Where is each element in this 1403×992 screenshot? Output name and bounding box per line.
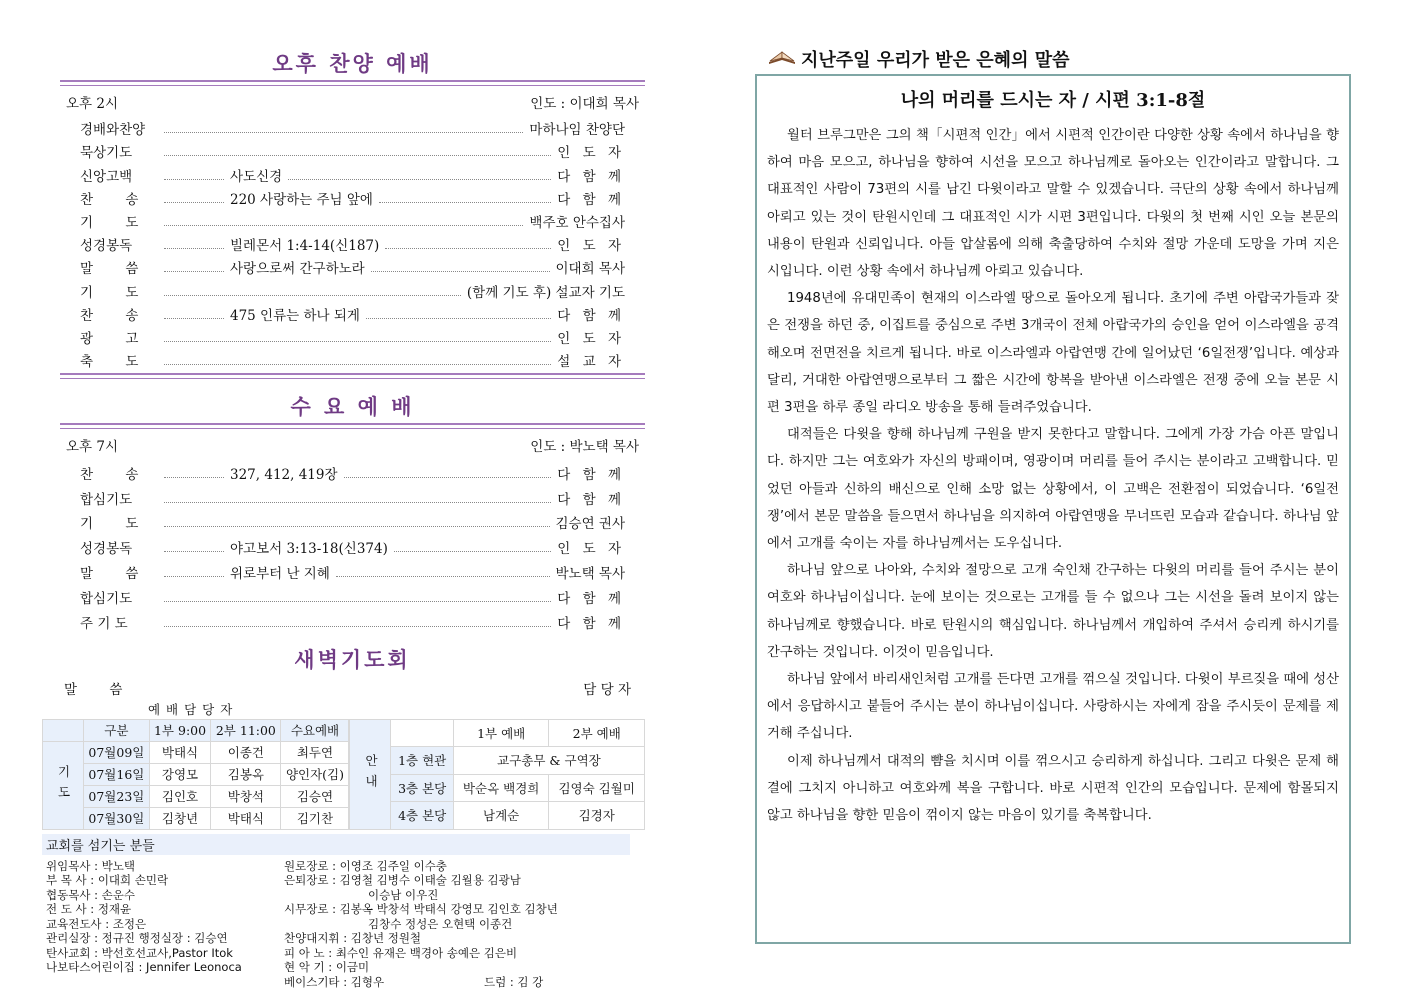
dawn-title: 새벽기도회 bbox=[294, 646, 411, 672]
guide-side-label: 안내 bbox=[350, 719, 391, 829]
order-content: 327, 412, 419장 bbox=[230, 466, 338, 483]
table-cell: 최두연 bbox=[281, 741, 349, 763]
table-cell: 박태식 bbox=[211, 807, 281, 829]
order-person: 다 함 께 bbox=[557, 491, 625, 508]
guide-header-cell: 2부 예배 bbox=[549, 719, 645, 747]
servant-line: 시무장로 : 김봉옥 박창석 박태식 강영모 김인호 김창년 bbox=[284, 902, 558, 917]
dot-leader bbox=[379, 202, 551, 203]
order-row bbox=[60, 557, 645, 582]
prayer-schedule-table bbox=[42, 719, 349, 830]
servant-line: 위임목사 : 박노택 bbox=[46, 858, 135, 873]
dot-leader bbox=[394, 551, 551, 552]
order-label: 기 도 bbox=[80, 284, 153, 301]
dot-leader bbox=[336, 576, 550, 577]
order-row bbox=[60, 483, 645, 508]
dot-leader bbox=[164, 155, 551, 156]
order-person: 김승연 권사 bbox=[555, 516, 625, 533]
servants-right bbox=[284, 859, 644, 990]
servant-line: 협동목사 : 손운수 bbox=[46, 887, 135, 902]
order-row bbox=[60, 231, 645, 254]
order-row bbox=[60, 161, 645, 184]
servant-line: 이승남 이우진 bbox=[368, 887, 439, 902]
dot-leader bbox=[164, 202, 224, 203]
table-header-row bbox=[43, 719, 349, 741]
guide-cell: 김경자 bbox=[549, 802, 645, 830]
order-label: 주 기 도 bbox=[80, 615, 128, 632]
servant-line: 교육전도사 : 조정은 bbox=[46, 916, 147, 931]
dot-leader bbox=[385, 248, 551, 249]
wednesday-leader: 인도 : 박노택 목사 bbox=[530, 439, 639, 456]
order-label: 성경봉독 bbox=[80, 541, 133, 558]
servant-line: 현 악 기 : 이금미 bbox=[284, 960, 370, 975]
table-row bbox=[43, 741, 349, 763]
order-person: 다 함 께 bbox=[557, 615, 625, 632]
sermon-paragraph: 월터 브루그만은 그의 책「시편적 인간」에서 시편적 인간이란 다양한 상황 속에서 하나님을 향하여 마음 모으고, 하나님을 향하여 시선을 모으고 하나님께로 돌아오는 인간이라고 말합니다. 그 대표적인 사람이 73편의 시를 남긴 다윗이라고 말할 수 있겠습니다. 극단의 상황 속에서 하나님께 아뢰고 있는 것이 탄원시인데 그 대표적인 시가 시편 3편입니다. 다윗의 첫 번째 시인 오늘 본문의 내용이 탄원과 신뢰입니다. 아들 압살롬에 의해 축출당하여 수치와 절망 가운데 도망을 가며 지은 시입니다. 이런 상황 속에서 하나님께 아뢰고 있습니다. bbox=[767, 128, 1339, 280]
guide-header-cell: 1부 예배 bbox=[453, 719, 549, 747]
order-content: 475 인류는 하나 되게 bbox=[230, 307, 360, 324]
wednesday-section bbox=[60, 391, 645, 632]
table-row bbox=[43, 763, 349, 785]
table-cell: 07월09일 bbox=[84, 741, 150, 763]
dot-leader bbox=[164, 601, 551, 602]
servant-line: 부 목 사 : 이대희 손민락 bbox=[46, 873, 169, 888]
order-label: 축 도 bbox=[80, 354, 153, 371]
dot-leader bbox=[164, 477, 224, 478]
order-person: 다 함 께 bbox=[557, 191, 625, 208]
book-icon bbox=[767, 48, 797, 71]
order-person: 인 도 자 bbox=[557, 541, 625, 558]
table-cell: 양인자(김) bbox=[281, 763, 349, 785]
sermon-heading-text: 지난주일 우리가 받은 은혜의 말씀 bbox=[801, 50, 1070, 71]
order-person: 다 함 께 bbox=[557, 590, 625, 607]
order-label: 경배와찬양 bbox=[80, 122, 146, 139]
order-person: 인 도 자 bbox=[557, 238, 625, 255]
order-row bbox=[60, 185, 645, 208]
order-label: 성경봉독 bbox=[80, 238, 133, 255]
servants-list bbox=[46, 859, 645, 990]
order-content: 야고보서 3:13-18(신374) bbox=[230, 541, 388, 558]
afternoon-header bbox=[66, 92, 639, 112]
order-label: 합심기도 bbox=[80, 491, 133, 508]
wednesday-header bbox=[66, 435, 639, 455]
wednesday-rule bbox=[60, 423, 645, 429]
order-person: 이대희 목사 bbox=[555, 261, 625, 278]
order-row bbox=[60, 115, 645, 138]
dawn-header bbox=[64, 678, 631, 698]
sermon-paragraph: 대적들은 다윗을 향해 하나님께 구원을 받지 못한다고 말합니다. 그에게 가장 가슴 아픈 말입니다. 하지만 그는 여호와가 자신의 방패이며, 영광이며 머리를 들어 주시는 분이라고 고백합니다. 믿었던 아들과 신하의 배신으로 인해 소망 없는 상황에서, 이 고백은 전환점이 되었습니다. ‘6일전쟁’에서 본문 말씀을 들으면서 하나님을 의지하여 아랍연맹을 무너뜨린 모습과 같습니다. 하나님 앞에서 고개를 숙이는 자를 하나님께서는 도우십니다. bbox=[767, 427, 1339, 552]
servant-line: 피 아 노 : 최수인 유재은 백경아 송예은 김은비 bbox=[284, 945, 518, 960]
wednesday-order bbox=[60, 458, 645, 632]
schedule-caption: 예 배 담 당 자 bbox=[148, 701, 234, 717]
servants-left bbox=[46, 859, 284, 990]
table-cell: 박창석 bbox=[211, 785, 281, 807]
dot-leader bbox=[164, 341, 551, 342]
dawn-left-label: 말 씀 bbox=[64, 681, 137, 698]
servant-line: 전 도 사 : 정재윤 bbox=[46, 902, 132, 917]
table-header-cell: 구분 bbox=[84, 719, 150, 741]
wednesday-title: 수 요 예 배 bbox=[290, 394, 415, 420]
order-person: 다 함 께 bbox=[557, 307, 625, 324]
order-row bbox=[60, 301, 645, 324]
table-cell: 김인호 bbox=[149, 785, 211, 807]
order-label: 찬 송 bbox=[80, 466, 153, 483]
dot-leader bbox=[164, 248, 224, 249]
order-person: (함께 기도 후) 설교자 기도 bbox=[466, 284, 625, 301]
servant-line: 김창수 정성은 오현택 이종건 bbox=[368, 916, 513, 931]
sermon-box bbox=[755, 74, 1351, 944]
afternoon-rule bbox=[60, 80, 645, 86]
order-row bbox=[60, 208, 645, 231]
servant-line: 은퇴장로 : 김영철 김병수 이태술 김월용 김광남 bbox=[284, 873, 521, 888]
usher-schedule-table bbox=[349, 719, 645, 830]
order-person: 설 교 자 bbox=[557, 354, 625, 371]
table-row bbox=[43, 785, 349, 807]
order-content: 빌레몬서 1:4-14(신187) bbox=[230, 238, 380, 255]
afternoon-bottom-rule bbox=[60, 373, 645, 379]
order-row bbox=[60, 138, 645, 161]
servant-line: 나보타스어린이집 : Jennifer Leonoca bbox=[46, 960, 242, 975]
servant-line: 베이스기타 : 김형우 bbox=[284, 974, 385, 989]
servants-title: 교회를 섬기는 분들 bbox=[42, 834, 630, 855]
order-row bbox=[60, 324, 645, 347]
table-row bbox=[43, 807, 349, 829]
order-person: 백주호 안수집사 bbox=[529, 214, 625, 231]
dot-leader bbox=[366, 318, 551, 319]
order-label: 찬 송 bbox=[80, 307, 153, 324]
table-cell: 07월23일 bbox=[84, 785, 150, 807]
left-column bbox=[46, 0, 645, 992]
table-cell: 박태식 bbox=[149, 741, 211, 763]
afternoon-title: 오후 찬양 예배 bbox=[272, 51, 433, 76]
guide-place: 4층 본당 bbox=[391, 802, 453, 830]
sermon-paragraph: 1948년에 유대민족이 현재의 이스라엘 땅으로 돌아오게 됩니다. 초기에 주변 아랍국가들과 잦은 전쟁을 하던 중, 이집트를 중심으로 주변 3개국이 전체 아랍국가의 승인을 얻어 이스라엘을 공격해오며 전면전을 치르게 됩니다. 바로 이스라엘과 아랍연맹 간에 일어났던 ‘6일전쟁’입니다. 예상과 달리, 거대한 아랍연맹으로부터 그 짧은 시간에 항복을 받아낸 이스라엘은 전쟁 중에 오늘 본문 시편 3편을 하루 종일 라디오 방송을 통해 들려주었습니다. bbox=[767, 291, 1339, 416]
afternoon-order bbox=[60, 115, 645, 370]
dot-leader bbox=[164, 318, 224, 319]
table-header-cell: 수요예배 bbox=[281, 719, 349, 741]
order-person: 마하나임 찬양단 bbox=[529, 122, 625, 139]
order-row bbox=[60, 532, 645, 557]
dot-leader bbox=[164, 295, 461, 296]
order-person: 다 함 께 bbox=[557, 168, 625, 185]
dot-leader bbox=[164, 576, 224, 577]
table-header-cell: 1부 9:00 bbox=[149, 719, 211, 741]
prayer-side-label: 기도 bbox=[43, 741, 84, 829]
dot-leader bbox=[164, 551, 224, 552]
dawn-right-label: 담 당 자 bbox=[583, 681, 631, 698]
order-label: 기 도 bbox=[80, 214, 153, 231]
dot-leader bbox=[164, 364, 551, 365]
table-cell: 07월16일 bbox=[84, 763, 150, 785]
sermon-panel bbox=[755, 0, 1355, 944]
order-label: 합심기도 bbox=[80, 590, 133, 607]
table-cell: 김기찬 bbox=[281, 807, 349, 829]
order-row bbox=[60, 607, 645, 632]
schedule-area bbox=[42, 719, 645, 830]
dot-leader bbox=[164, 626, 551, 627]
guide-header-row bbox=[350, 719, 645, 747]
guide-cell: 박순옥 백경희 bbox=[453, 774, 549, 802]
order-person: 박노택 목사 bbox=[555, 566, 625, 583]
order-row bbox=[60, 347, 645, 370]
guide-row bbox=[350, 802, 645, 830]
order-label: 찬 송 bbox=[80, 191, 153, 208]
guide-row bbox=[350, 747, 645, 775]
order-label: 묵상기도 bbox=[80, 145, 133, 162]
servant-line: 탄사교회 : 박선호선교사,Pastor Itok bbox=[46, 945, 233, 960]
order-person: 다 함 께 bbox=[557, 466, 625, 483]
dot-leader bbox=[371, 271, 550, 272]
guide-cell: 남계순 bbox=[453, 802, 549, 830]
servant-line: 드럼 : 김 강 bbox=[484, 974, 544, 989]
dot-leader bbox=[164, 526, 550, 527]
table-cell: 김승연 bbox=[281, 785, 349, 807]
order-content: 사도신경 bbox=[230, 168, 283, 185]
order-label: 말 씀 bbox=[80, 566, 153, 583]
order-label: 광 고 bbox=[80, 330, 153, 347]
order-content: 위로부터 난 지혜 bbox=[230, 566, 330, 583]
servant-line: 원로장로 : 이영조 김주일 이수충 bbox=[284, 858, 447, 873]
guide-place: 1층 현관 bbox=[391, 747, 453, 775]
order-row bbox=[60, 508, 645, 533]
sermon-paragraph: 하나님 앞으로 나아와, 수치와 절망으로 고개 숙인채 간구하는 다윗의 머리를 들어 주시는 분이 여호와 하나님이십니다. 눈에 보이는 것으로는 고개를 들 수 없으나 그는 시선을 돌려 보이지 않는 하나님께로 향했습니다. 바로 탄원시의 핵심입니다. 하나님께서 개입하여 주셔서 승리케 하시기를 간구하는 것입니다. 이것이 믿음입니다. bbox=[767, 563, 1339, 660]
guide-cell: 김영숙 김월미 bbox=[549, 774, 645, 802]
table-cell: 김봉옥 bbox=[211, 763, 281, 785]
table-header-cell: 2부 11:00 bbox=[211, 719, 281, 741]
afternoon-section bbox=[60, 48, 645, 379]
dot-leader bbox=[164, 179, 224, 180]
sermon-paragraph: 하나님 앞에서 바리새인처럼 고개를 든다면 고개를 꺾으실 것입니다. 다윗이 부르짖을 때에 성산에서 응답하시고 붙들어 주시는 분이 하나님이십니다. 사랑하시는 자에게 잠을 주시듯이 문제를 제거해 주십니다. bbox=[767, 672, 1339, 742]
wednesday-time: 오후 7시 bbox=[66, 439, 119, 456]
order-person: 인 도 자 bbox=[557, 330, 625, 347]
table-cell: 김창년 bbox=[149, 807, 211, 829]
sermon-heading bbox=[767, 46, 1355, 72]
servant-line: 찬양대지휘 : 김창년 정원철 bbox=[284, 931, 422, 946]
order-row bbox=[60, 254, 645, 277]
table-cell: 이종건 bbox=[211, 741, 281, 763]
table-corner bbox=[43, 719, 84, 741]
dot-leader bbox=[164, 132, 523, 133]
afternoon-time: 오후 2시 bbox=[66, 96, 119, 112]
order-row bbox=[60, 458, 645, 483]
table-cell: 07월30일 bbox=[84, 807, 150, 829]
order-row bbox=[60, 582, 645, 607]
order-content: 220 사랑하는 주님 앞에 bbox=[230, 191, 373, 208]
dot-leader bbox=[164, 502, 551, 503]
order-row bbox=[60, 277, 645, 300]
dawn-section bbox=[60, 644, 645, 698]
order-label: 말 씀 bbox=[80, 261, 153, 278]
guide-place: 3층 본당 bbox=[391, 774, 453, 802]
dot-leader bbox=[288, 179, 551, 180]
guide-row bbox=[350, 774, 645, 802]
sermon-paragraph: 이제 하나님께서 대적의 뺨을 치시며 이를 꺾으시고 승리하게 하십니다. 그리고 다윗은 문제 해결에 그치지 아니하고 여호와께 복을 구합니다. 바로 시편적 인간의 모습입니다. 문제에 함몰되지 않고 하나님을 향한 믿음이 꺾이지 않는 마음이 있기를 축복합니다. bbox=[767, 753, 1339, 824]
servant-line: 관리실장 : 정규진 행정실장 : 김승연 bbox=[46, 931, 228, 946]
afternoon-leader: 인도 : 이대희 목사 bbox=[530, 96, 639, 112]
guide-corner bbox=[391, 719, 453, 747]
sermon-title: 나의 머리를 드시는 자 / 시편 3:1-8절 bbox=[900, 90, 1206, 111]
dot-leader bbox=[164, 271, 224, 272]
dot-leader bbox=[164, 225, 523, 226]
order-label: 기 도 bbox=[80, 516, 153, 533]
sermon-body bbox=[757, 122, 1349, 829]
dot-leader bbox=[344, 477, 552, 478]
table-cell: 강영모 bbox=[149, 763, 211, 785]
order-content: 사랑으로써 간구하노라 bbox=[230, 261, 365, 278]
order-person: 인 도 자 bbox=[557, 145, 625, 162]
order-label: 신앙고백 bbox=[80, 168, 133, 185]
guide-cell: 교구총무 & 구역장 bbox=[453, 747, 644, 775]
